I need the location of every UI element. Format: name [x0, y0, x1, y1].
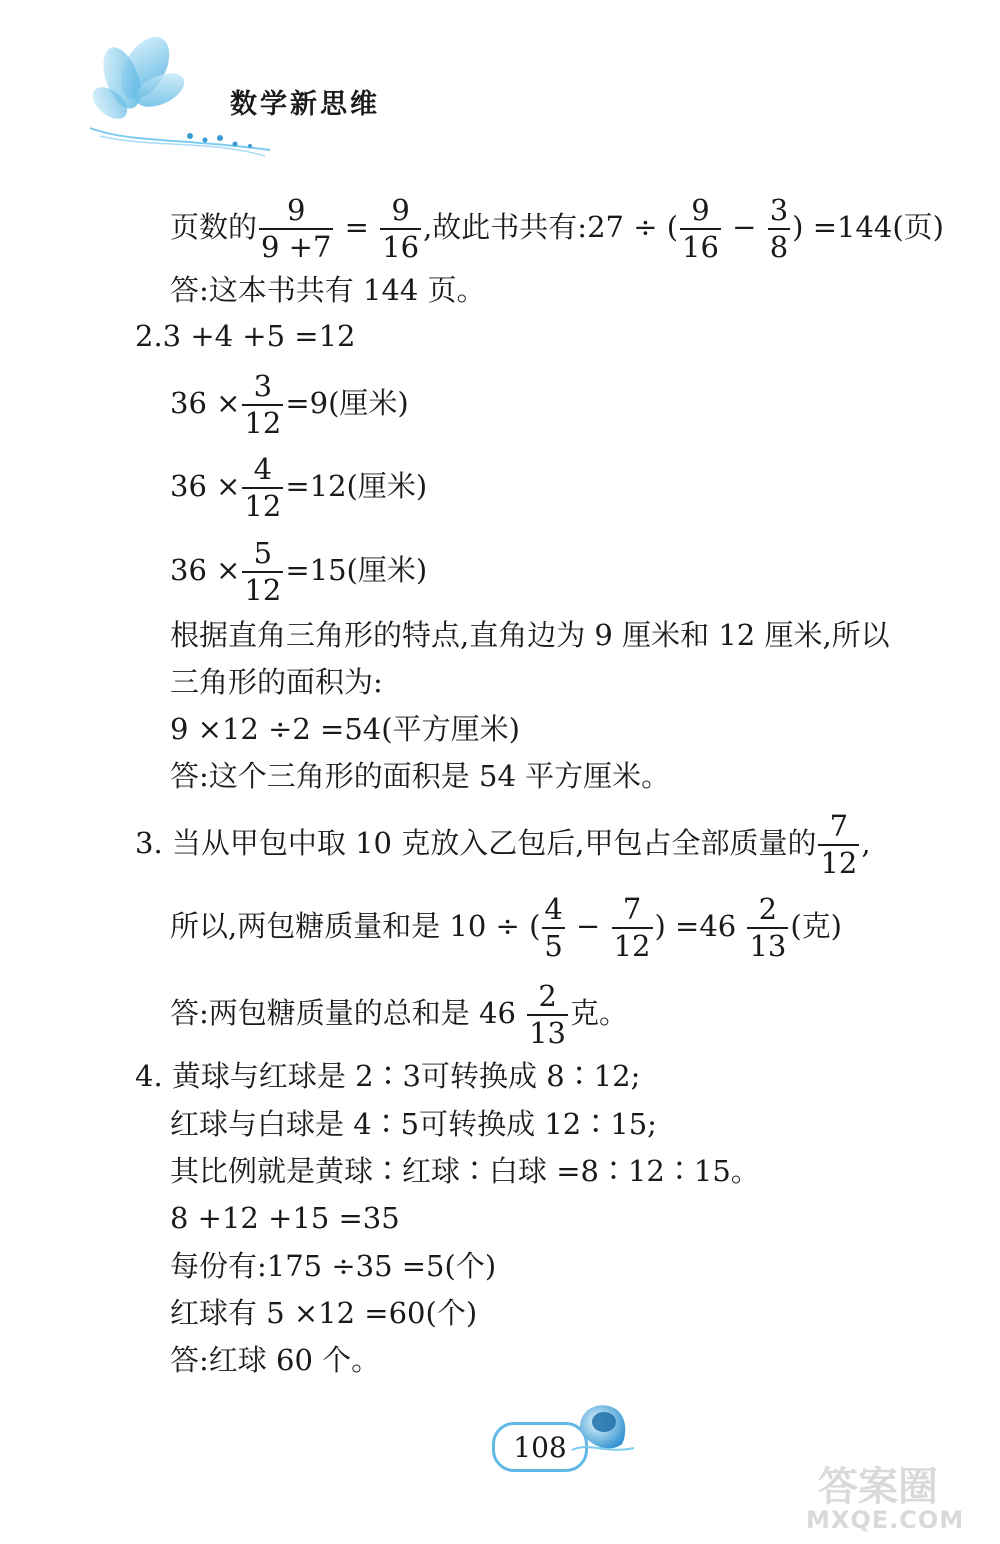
q4-line-5: 每份有:175 ÷35 =5(个)	[170, 1249, 497, 1283]
fraction	[818, 809, 859, 880]
text-segment: ) =46	[654, 909, 746, 943]
q2-area: 9 ×12 ÷2 =54(平方厘米)	[170, 712, 520, 746]
q4-line-7: 答:红球 60 个。	[170, 1343, 381, 1377]
footer-flower-decoration	[568, 1392, 638, 1462]
text-segment: ,	[861, 826, 871, 860]
q4-line-1: 4. 黄球与红球是 2∶3可转换成 8∶12;	[135, 1059, 641, 1093]
q4-line-2: 红球与白球是 4∶5可转换成 12∶15;	[170, 1107, 657, 1141]
denominator: 9 +7	[261, 230, 332, 264]
text-segment: (克)	[790, 909, 842, 943]
text-segment: 答:两包糖质量的总和是 46	[170, 996, 526, 1030]
q2-answer: 答:这个三角形的面积是 54 平方厘米。	[170, 759, 671, 793]
q4-line-4: 8 +12 +15 =35	[170, 1201, 400, 1235]
text-segment: −	[722, 210, 766, 244]
text-segment: 所以,两包糖质量和是 10 ÷ (	[170, 909, 541, 943]
text-segment: 36 ×	[170, 553, 241, 587]
text-segment: 页数的	[170, 210, 258, 244]
q3-answer	[170, 979, 629, 1050]
text-segment: =12(厘米)	[285, 469, 428, 503]
fraction	[680, 193, 721, 264]
numerator: 4	[242, 455, 283, 489]
fraction	[542, 892, 564, 963]
denominator: 12	[820, 846, 858, 880]
denominator: 13	[529, 1016, 567, 1050]
fraction	[242, 369, 283, 440]
q3-line-1	[135, 809, 871, 880]
numerator: 3	[768, 196, 790, 230]
text-segment: =9(厘米)	[285, 386, 409, 420]
denominator: 16	[382, 230, 420, 264]
blue-bell-flower-icon	[568, 1392, 638, 1462]
numerator: 3	[242, 372, 283, 406]
page-number: 108	[492, 1422, 588, 1472]
denominator: 12	[244, 489, 282, 523]
numerator: 5	[242, 539, 283, 573]
q2-calc-2	[170, 452, 428, 523]
book-title: 数学新思维	[230, 89, 380, 120]
denominator: 12	[244, 573, 282, 607]
q2-calc-3	[170, 536, 428, 607]
denominator: 12	[613, 929, 651, 963]
fraction	[259, 193, 333, 264]
fraction	[380, 193, 421, 264]
numerator: 7	[818, 812, 859, 846]
text-segment: 克。	[570, 996, 629, 1030]
text-segment: 36 ×	[170, 469, 241, 503]
solution-line-1	[170, 193, 944, 264]
text-segment: −	[566, 909, 610, 943]
fraction	[242, 452, 283, 523]
numerator: 2	[527, 982, 568, 1016]
fraction	[747, 892, 788, 963]
q2-calc-1	[170, 369, 409, 440]
watermark-logo: 答案圈	[818, 1464, 938, 1510]
q2-line-1: 2.3 +4 +5 =12	[135, 319, 356, 353]
fraction	[768, 193, 790, 264]
denominator: 5	[544, 929, 563, 963]
q4-line-3: 其比例就是黄球∶红球∶白球 =8∶12∶15。	[170, 1154, 760, 1188]
text-segment: =15(厘米)	[285, 553, 428, 587]
q2-text-2: 三角形的面积为:	[170, 665, 383, 699]
q2-text-1: 根据直角三角形的特点,直角边为 9 厘米和 12 厘米,所以	[170, 618, 890, 652]
numerator: 9	[259, 196, 333, 230]
text-segment: 3. 当从甲包中取 10 克放入乙包后,甲包占全部质量的	[135, 826, 817, 860]
text-segment: ,故此书共有:27 ÷ (	[423, 210, 679, 244]
fraction	[527, 979, 568, 1050]
q3-line-2	[170, 892, 842, 963]
answer-1: 答:这本书共有 144 页。	[170, 273, 486, 307]
denominator: 13	[749, 929, 787, 963]
numerator: 9	[680, 196, 721, 230]
text-segment: =	[335, 210, 379, 244]
fraction	[242, 536, 283, 607]
q4-line-6: 红球有 5 ×12 =60(个)	[170, 1296, 478, 1330]
numerator: 4	[542, 895, 564, 929]
numerator: 7	[612, 895, 653, 929]
numerator: 9	[380, 196, 421, 230]
denominator: 16	[682, 230, 719, 264]
text-segment: ) =144(页)	[792, 210, 944, 244]
numerator: 2	[747, 895, 788, 929]
text-segment: 36 ×	[170, 386, 241, 420]
denominator: 8	[769, 230, 789, 264]
denominator: 12	[244, 406, 282, 440]
watermark-url: MXQE.COM	[806, 1506, 965, 1534]
fraction	[612, 892, 653, 963]
